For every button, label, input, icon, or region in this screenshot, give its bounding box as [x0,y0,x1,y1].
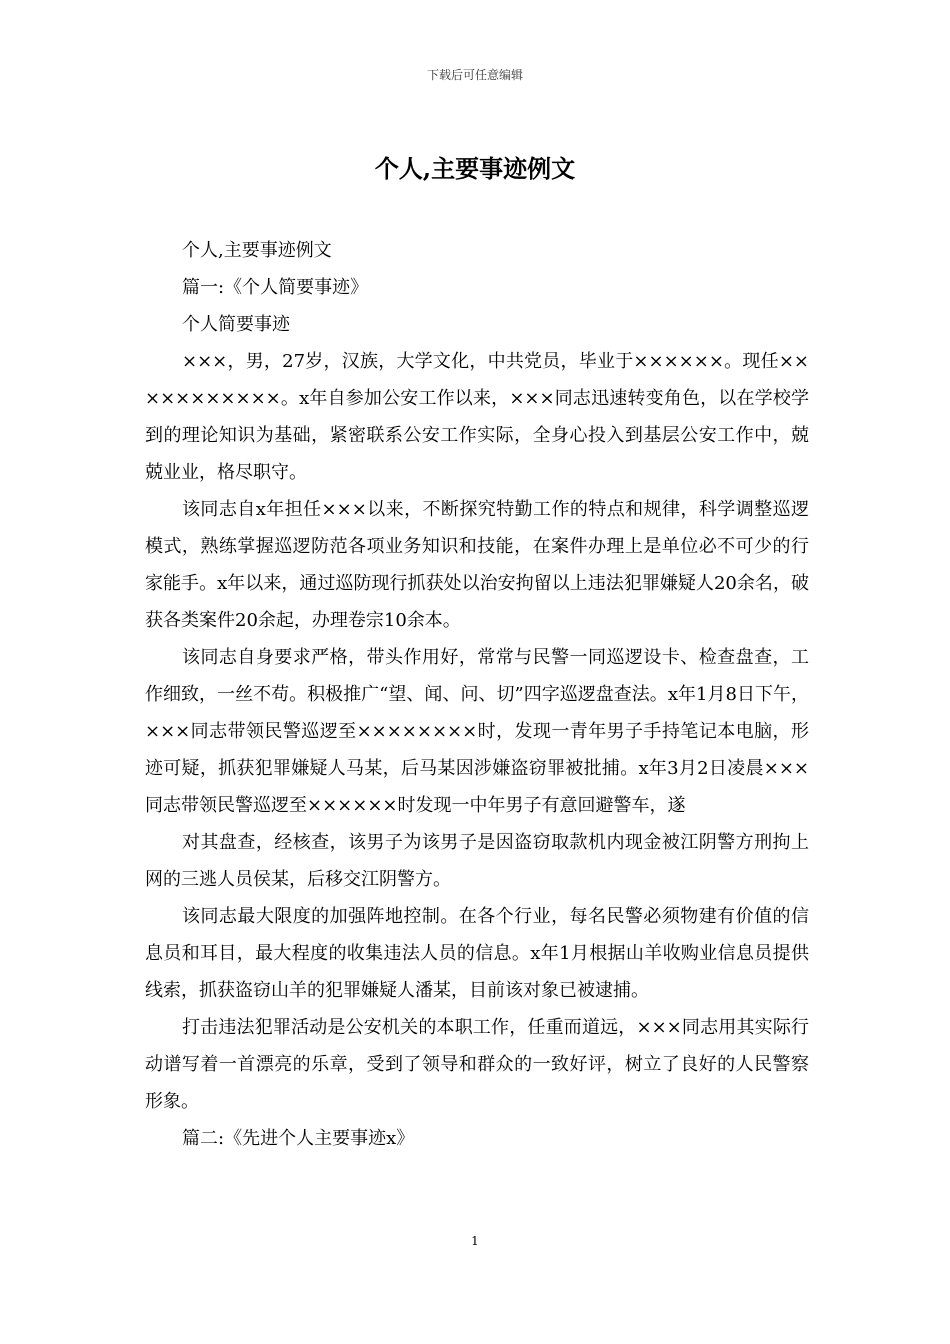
body-paragraph: ×××，男，27岁，汉族，大学文化，中共党员，毕业于××××××。现任×××××××××××。x年自参加公安工作以来，×××同志迅速转变角色，以在学校学到的理论知识为基础，紧密联系公安工作实际，全身心投入到基层公安工作中，兢兢业业，格尽职守。 [145,351,809,483]
document-body [145,232,809,1157]
body-paragraph: 打击违法犯罪活动是公安机关的本职工作，任重而道远，×××同志用其实际行动谱写着一首漂亮的乐章，受到了领导和群众的一致好评，树立了良好的人民警察形象。 [145,1017,809,1112]
body-paragraph: 篇一:《个人简要事迹》 [182,277,369,298]
body-paragraph: 个人,主要事迹例文 [182,240,332,261]
body-paragraph: 该同志最大限度的加强阵地控制。在各个行业，每名民警必须物建有价值的信息员和耳目，最大程度的收集违法人员的信息。x年1月根据山羊收购业信息员提供线索，抓获盗窃山羊的犯罪嫌疑人潘某，目前该对象已被逮捕。 [145,906,809,1001]
header-note: 下载后可任意编辑 [426,68,523,82]
body-paragraph: 对其盘查，经核查，该男子为该男子是因盗窃取款机内现金被江阴警方刑拘上网的三逃人员侯某，后移交江阴警方。 [145,832,809,890]
body-paragraph: 篇二:《先进个人主要事迹x》 [182,1128,415,1149]
body-paragraph: 个人简要事迹 [182,314,290,335]
document-title: 个人,主要事迹例文 [374,154,576,183]
body-paragraph: 该同志自x年担任×××以来，不断探究特勤工作的特点和规律，科学调整巡逻模式，熟练掌握巡逻防范各项业务知识和技能，在案件办理上是单位必不可少的行家能手。x年以来，通过巡防现行抓获处以治安拘留以上违法犯罪嫌疑人20余名，破获各类案件20余起，办理卷宗10余本。 [145,499,809,631]
body-paragraph: 该同志自身要求严格，带头作用好，常常与民警一同巡逻设卡、检查盘查，工作细致，一丝不苟。积极推广“望、闻、问、切”四字巡逻盘查法。x年1月8日下午，×××同志带领民警巡逻至××××××××时，发现一青年男子手持笔记本电脑，形迹可疑，抓获犯罪嫌疑人马某，后马某因涉嫌盗窃罪被批捕。x年3月2日凌晨×××同志带领民警巡逻至××××××时发现一中年男子有意回避警车，遂 [145,647,809,816]
page-number: 1 [471,1234,479,1248]
